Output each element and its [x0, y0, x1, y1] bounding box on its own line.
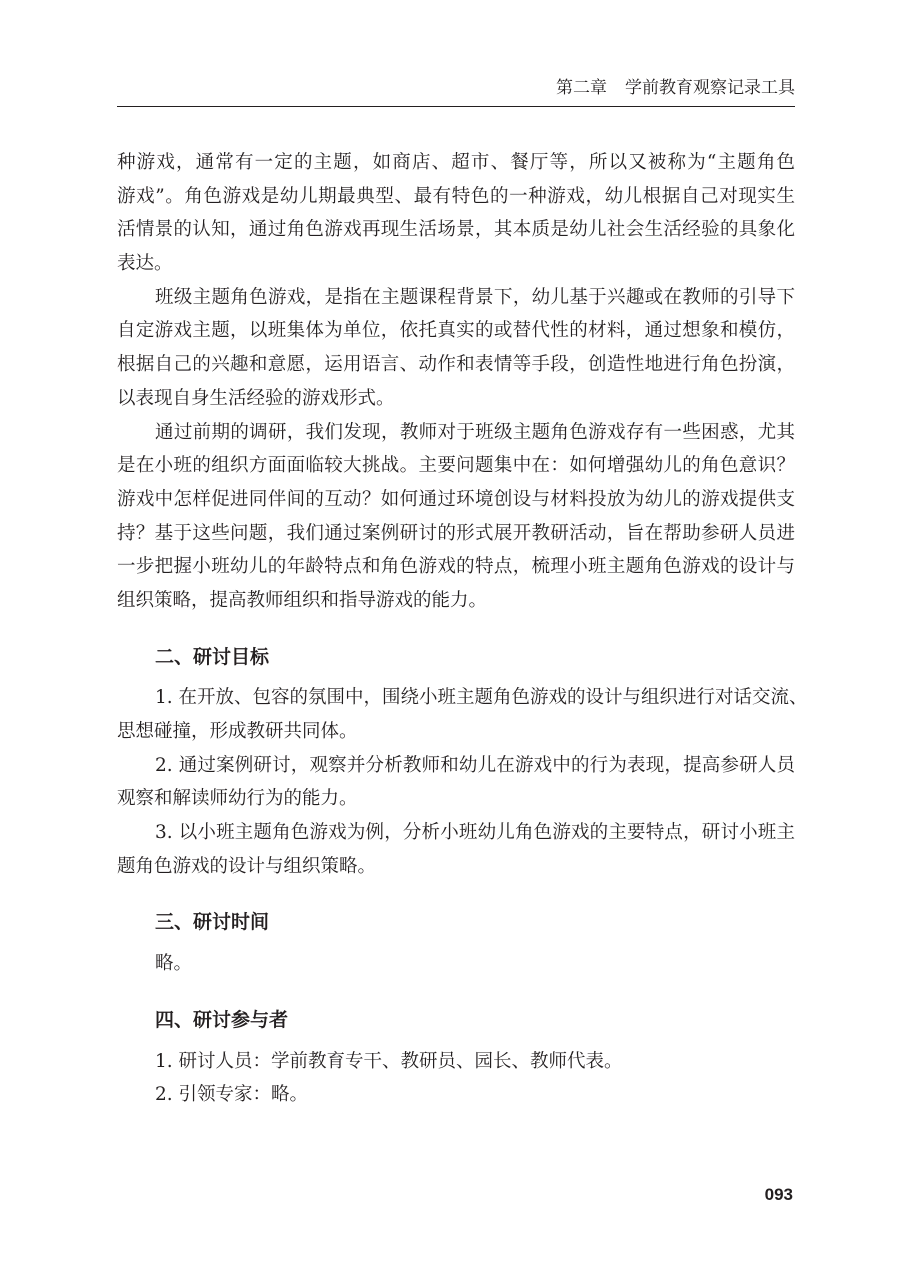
paragraph — [117, 281, 795, 416]
running-header — [117, 74, 795, 102]
paragraph-line: 以表现自身生活经验的游戏形式。 — [117, 387, 395, 409]
paragraph-line: 一步把握小班幼儿的年龄特点和角色游戏的特点，梳理小班主题角色游戏的设计与 — [117, 556, 795, 578]
participant-item: 2. 引领专家：略。 — [155, 1084, 309, 1106]
chapter-label: 第二章 — [556, 78, 607, 98]
goal-item-line: 2. 通过案例研讨，观察并分析教师和幼儿在游戏中的行为表现，提高参研人员 — [155, 754, 795, 776]
paragraph-line: 种游戏，通常有一定的主题，如商店、超市、餐厅等，所以又被称为“主题角色 — [117, 152, 795, 173]
goal-item-line: 观察和解读师幼行为的能力。 — [117, 788, 358, 810]
paragraph — [117, 416, 795, 618]
goal-item-line: 题角色游戏的设计与组织策略。 — [117, 855, 377, 877]
goal-item — [117, 749, 795, 816]
header-rule — [117, 106, 795, 107]
paragraph-line: 组织策略，提高教师组织和指导游戏的能力。 — [117, 589, 488, 611]
page-body — [117, 146, 808, 1112]
paragraph-line: 根据自己的兴趣和意愿，运用语言、动作和表情等手段，创造性地进行角色扮演， — [117, 354, 795, 376]
participant-item: 1. 研讨人员：学前教育专干、教研员、园长、教师代表。 — [155, 1050, 623, 1072]
goal-item — [117, 816, 795, 883]
section-heading-goals: 二、研讨目标 — [155, 645, 270, 668]
paragraph-line: 是在小班的组织方面面临较大挑战。主要问题集中在：如何增强幼儿的角色意识？ — [117, 455, 795, 477]
paragraph-line: 游戏”。角色游戏是幼儿期最典型、最有特色的一种游戏，幼儿根据自己对现实生 — [117, 185, 795, 207]
paragraph-line: 自定游戏主题，以班集体为单位，依托真实的或替代性的材料，通过想象和模仿， — [117, 320, 795, 342]
section-heading-participants: 四、研讨参与者 — [155, 1008, 289, 1031]
goal-item-line: 思想碰撞，形成教研共同体。 — [117, 721, 358, 742]
paragraph-line: 游戏中怎样促进同伴间的互动？如何通过环境创设与材料投放为幼儿的游戏提供支 — [117, 488, 795, 510]
time-text: 略。 — [155, 953, 193, 975]
paragraph-line: 班级主题角色游戏，是指在主题课程背景下，幼儿基于兴趣或在教师的引导下 — [155, 286, 795, 308]
paragraph-line: 通过前期的调研，我们发现，教师对于班级主题角色游戏存有一些困惑，尤其 — [155, 421, 795, 443]
paragraph — [117, 146, 795, 281]
chapter-title: 学前教育观察记录工具 — [625, 78, 795, 98]
goal-item — [117, 681, 808, 748]
paragraph-line: 活情景的认知，通过角色游戏再现生活场景，其本质是幼儿社会生活经验的具象化 — [117, 219, 795, 241]
paragraph-line: 表达。 — [117, 253, 173, 275]
goal-item-line: 3. 以小班主题角色游戏为例，分析小班幼儿角色游戏的主要特点，研讨小班主 — [155, 822, 795, 844]
page-number: 093 — [764, 1185, 793, 1204]
section-heading-time: 三、研讨时间 — [155, 911, 270, 934]
paragraph-line: 持？基于这些问题，我们通过案例研讨的形式展开教研活动，旨在帮助参研人员进 — [117, 522, 795, 544]
goal-item-line: 1. 在开放、包容的氛围中，围绕小班主题角色游戏的设计与组织进行对话交流、 — [155, 687, 808, 709]
